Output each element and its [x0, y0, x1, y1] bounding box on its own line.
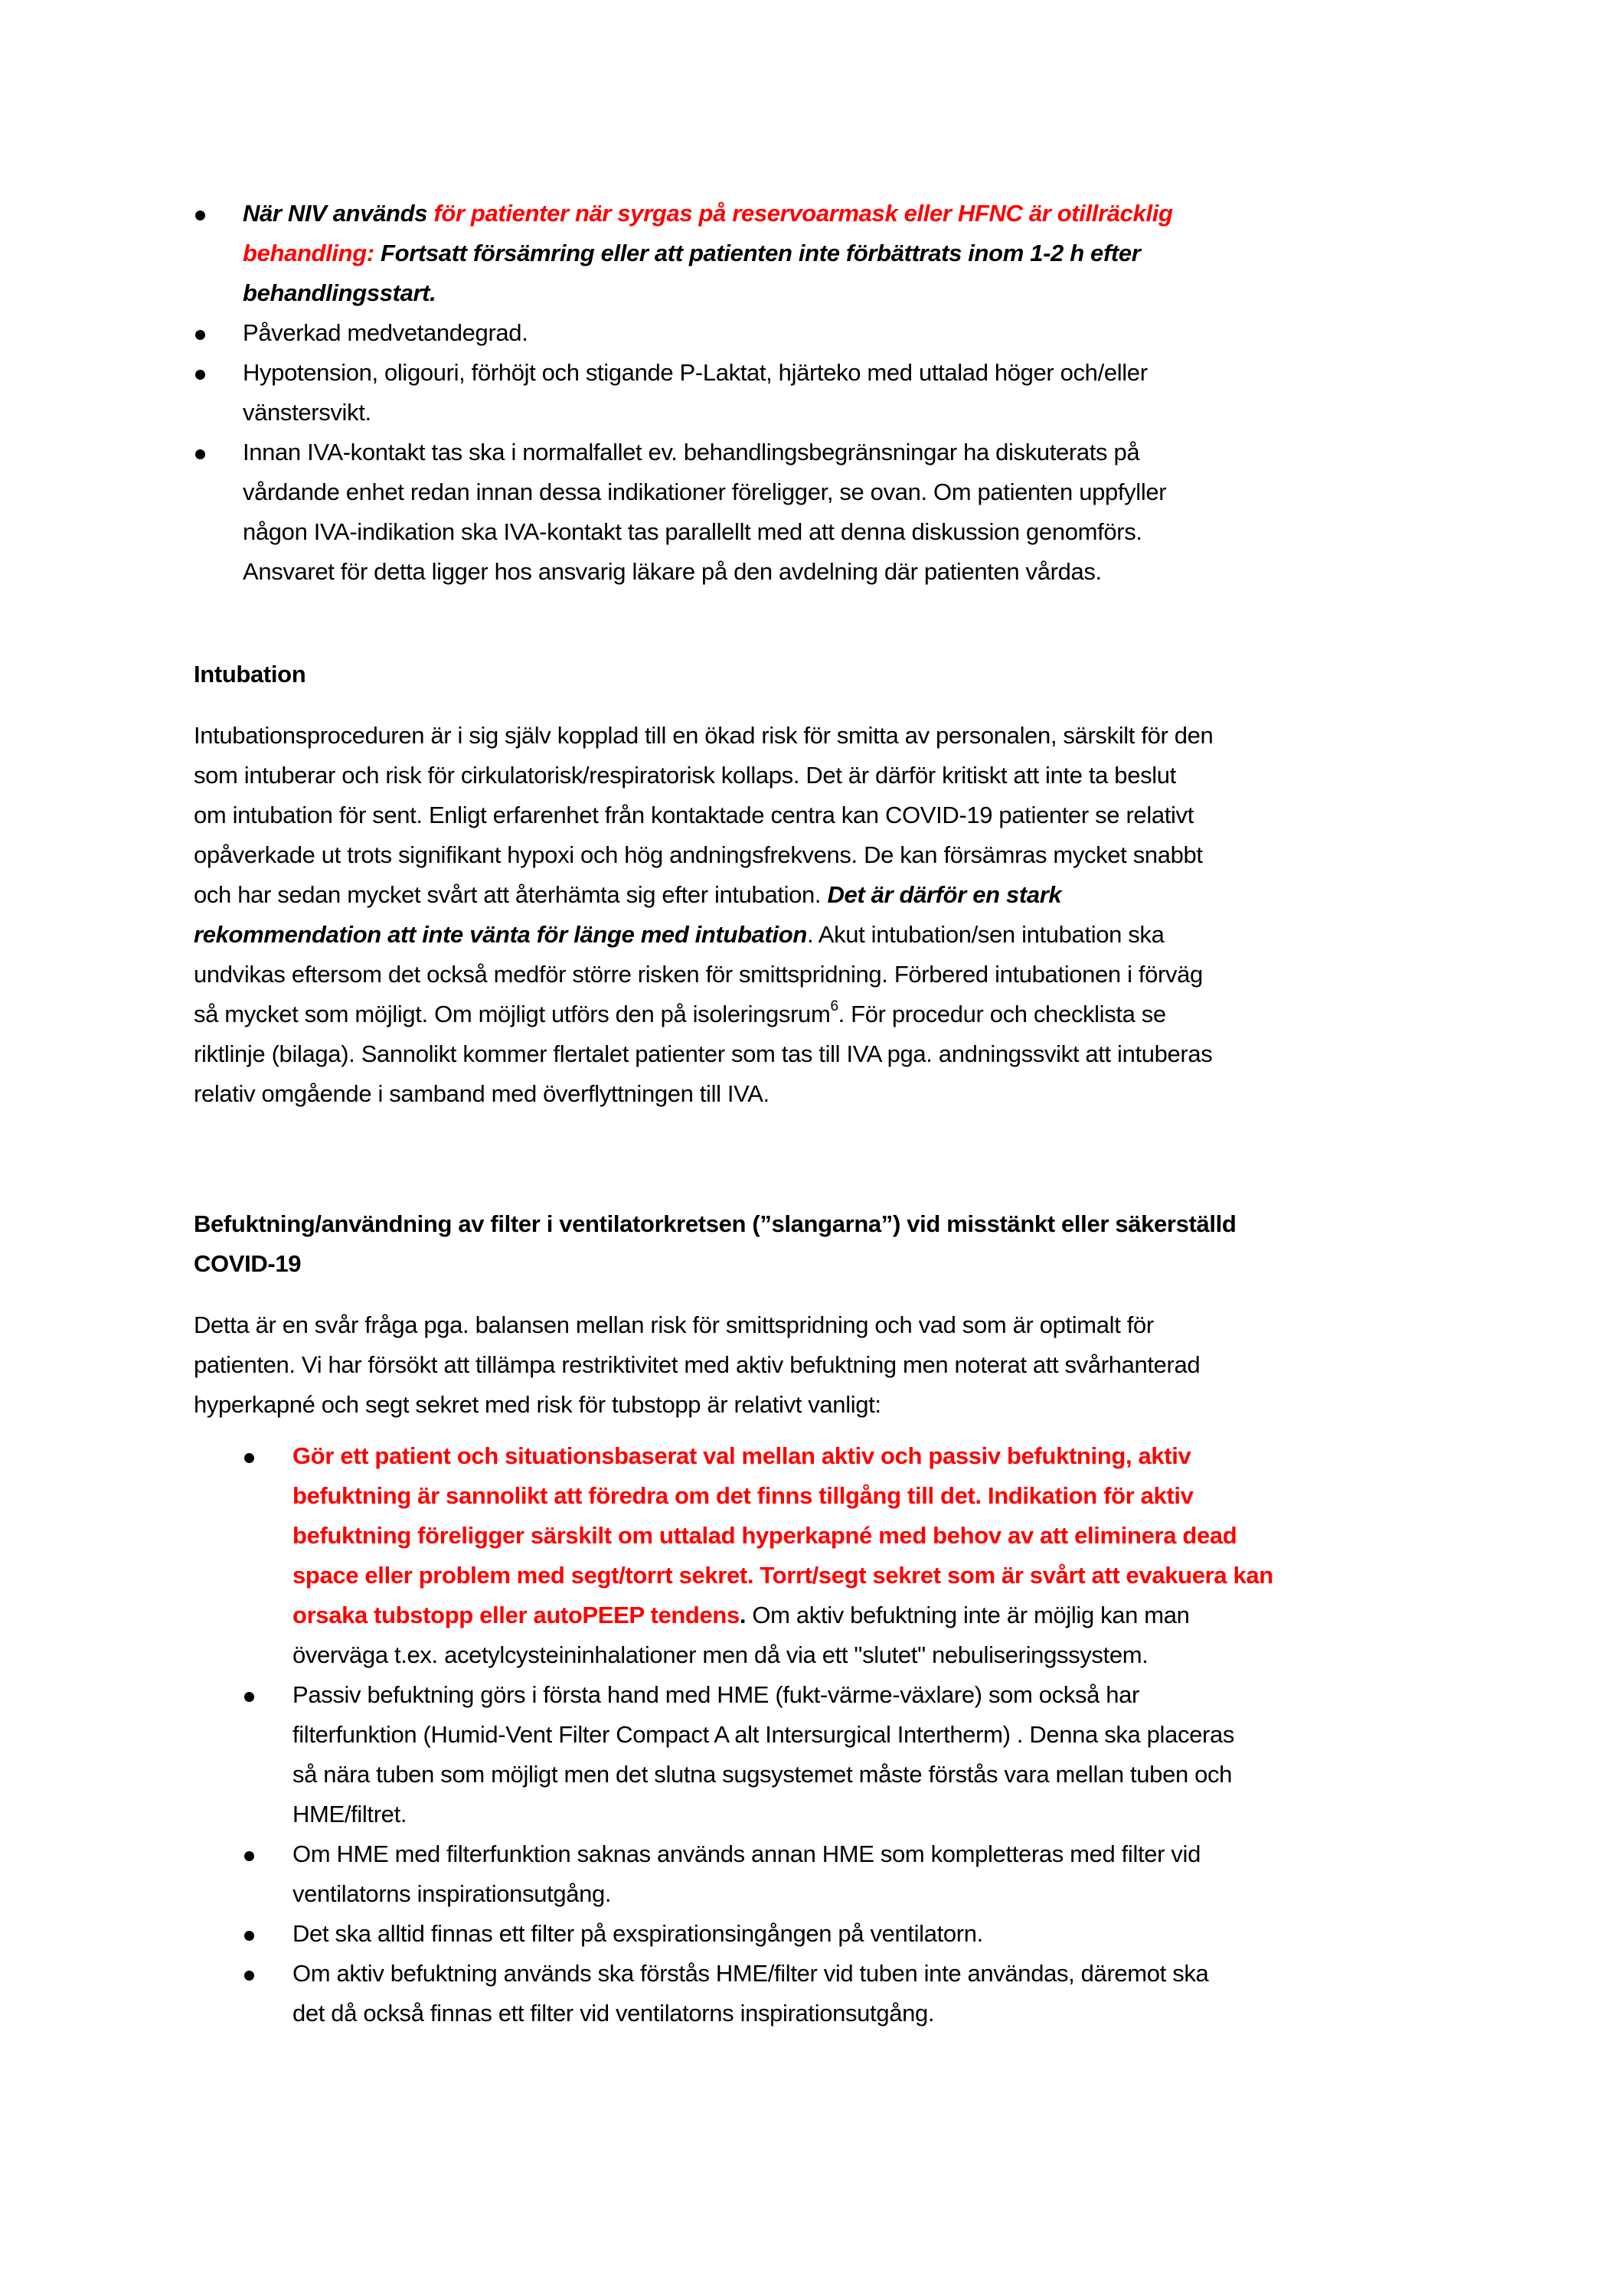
intubation-text: . För procedur och checklista se: [838, 1001, 1166, 1027]
niv-condition: för patienter när syrgas på reservoarmask eller HFNC är otillräcklig: [433, 200, 1173, 227]
humidification-intro-line-1: Detta är en svår fråga pga. balansen mellan risk för smittspridning och vad som är optimalt för: [194, 1311, 1154, 1338]
footnote-reference[interactable]: 6: [830, 998, 838, 1014]
humidification-bullet-5-line-1: Om aktiv befuktning används ska förstås HME/filter vid tuben inte användas, däremot ska: [292, 1960, 1209, 1987]
intubation-paragraph-line-7: undvikas eftersom det också medför större risken för smittspridning. Förbered intubationen i förväg: [194, 961, 1203, 988]
humidification-bullet-1-line-6: överväga t.ex. acetylcysteininhalationer men då via ett "slutet" nebuliseringssystem.: [292, 1641, 1149, 1668]
bullet-icon: [195, 449, 205, 459]
bullet-icon: [195, 211, 205, 220]
list-item-iva-contact-line-3: någon IVA-indikation ska IVA-kontakt tas parallellt med att denna diskussion genomförs.: [243, 518, 1142, 545]
humidification-bullet-1-line-1: Gör ett patient och situationsbaserat val mellan aktiv och passiv befuktning, aktiv: [292, 1442, 1191, 1469]
intubation-paragraph-line-1: Intubationsproceduren är i sig själv kopplad till en ökad risk för smitta av personalen, särskilt för den: [194, 722, 1214, 749]
intubation-text: . Akut intubation/sen intubation ska: [806, 921, 1165, 948]
humidification-bullet-5-line-2: det då också finnas ett filter vid ventilatorns inspirationsutgång.: [292, 2000, 935, 2027]
bullet-icon: [244, 1692, 254, 1702]
humidification-intro-line-3: hyperkapné och segt sekret med risk för tubstopp är relativt vanligt:: [194, 1391, 881, 1418]
bullet-icon: [244, 1453, 254, 1463]
bullet-icon: [244, 1931, 254, 1941]
humidification-bullet-1-line-3: befuktning föreligger särskilt om uttalad hyperkapné med behov av att eliminera dead: [292, 1522, 1237, 1549]
intubation-paragraph-line-8: [194, 994, 1166, 1034]
bullet-icon: [244, 1851, 254, 1861]
list-item-hypotension-line-1: Hypotension, oligouri, förhöjt och stigande P-Laktat, hjärteko med uttalad höger och/eller: [243, 359, 1148, 386]
intubation-paragraph-line-10: relativ omgående i samband med överflyttningen till IVA.: [194, 1080, 770, 1107]
intubation-paragraph-line-4: opåverkade ut trots signifikant hypoxi och hög andningsfrekvens. De kan försämras mycket snabbt: [194, 841, 1203, 868]
humidification-bullet-2-line-3: så nära tuben som möjligt men det slutna sugsystemet måste förstås vara mellan tuben och: [292, 1761, 1233, 1788]
niv-lead: När NIV används: [243, 200, 434, 227]
period: .: [739, 1602, 747, 1628]
intubation-paragraph-line-2: som intuberar och risk för cirkulatorisk/respiratorisk kollaps. Det är därför kritiskt att inte ta beslut: [194, 762, 1176, 789]
humidification-bullet-1-line-2: befuktning är sannolikt att föredra om det finns tillgång till det. Indikation för aktiv: [292, 1482, 1194, 1509]
list-item-hypotension-line-2: vänstersvikt.: [243, 399, 371, 426]
bullet-icon: [195, 370, 205, 380]
humidification-bullet-4-line-1: Det ska alltid finnas ett filter på exspirationsingången på ventilatorn.: [292, 1920, 983, 1947]
humidification-bullet-1-line-4: space eller problem med segt/torrt sekret. Torrt/segt sekret som är svårt att evakuera kan: [292, 1562, 1273, 1589]
intubation-text: så mycket som möjligt. Om möjligt utförs den på isoleringsrum: [194, 1001, 831, 1027]
list-item-iva-contact-line-1: Innan IVA-kontakt tas ska i normalfallet ev. behandlingsbegränsningar ha diskuterats på: [243, 439, 1140, 465]
list-item-niv-line-2: [243, 234, 1141, 273]
intubation-recommendation: rekommendation att inte vänta för länge med intubation: [194, 921, 807, 948]
intubation-text: och har sedan mycket svårt att återhämta sig efter intubation.: [194, 881, 828, 908]
intubation-heading: Intubation: [194, 661, 306, 687]
humidification-heading-line-1: Befuktning/användning av filter i ventilatorkretsen (”slangarna”) vid misstänkt eller säkerställd: [194, 1210, 1237, 1237]
bullet-icon: [244, 1971, 254, 1981]
humidification-bullet-1-line-5: [292, 1595, 1190, 1635]
list-item-niv-line-3: behandlingsstart.: [243, 279, 436, 306]
intubation-paragraph-line-5: [194, 875, 1061, 915]
humidification-bullet-2-line-4: HME/filtret.: [292, 1801, 407, 1827]
humidification-bullet-2-line-2: filterfunktion (Humid-Vent Filter Compact A alt Intersurgical Intertherm) . Denna ska placeras: [292, 1721, 1235, 1748]
humidification-intro-line-2: patienten. Vi har försökt att tillämpa restriktivitet med aktiv befuktning men noterat att svårhanterad: [194, 1351, 1201, 1378]
niv-criterion: Fortsatt försämring eller att patienten inte förbättrats inom 1-2 h efter: [374, 240, 1141, 266]
humidification-heading-line-2: COVID-19: [194, 1250, 302, 1277]
list-item-iva-contact-line-4: Ansvaret för detta ligger hos ansvarig läkare på den avdelning där patienten vårdas.: [243, 558, 1102, 585]
intubation-recommendation: Det är därför en stark: [827, 881, 1062, 908]
humidification-bullet-3-line-1: Om HME med filterfunktion saknas används annan HME som kompletteras med filter vid: [292, 1840, 1201, 1867]
plain-text: Om aktiv befuktning inte är möjlig kan man: [746, 1602, 1190, 1628]
intubation-paragraph-line-3: om intubation för sent. Enligt erfarenhet från kontaktade centra kan COVID-19 patienter se relativt: [194, 802, 1194, 828]
bullet-icon: [195, 330, 205, 340]
humidification-bullet-2-line-1: Passiv befuktning görs i första hand med HME (fukt-värme-växlare) som också har: [292, 1681, 1140, 1708]
intubation-paragraph-line-6: [194, 915, 1164, 955]
intubation-paragraph-line-9: riktlinje (bilaga). Sannolikt kommer flertalet patienter som tas till IVA pga. andningssvikt att intuberas: [194, 1040, 1213, 1067]
red-emphasis-text: orsaka tubstopp eller autoPEEP tendens: [292, 1602, 740, 1628]
list-item-iva-contact-line-2: vårdande enhet redan innan dessa indikationer föreligger, se ovan. Om patienten uppfyller: [243, 478, 1167, 505]
list-item-niv-line-1: [243, 194, 1173, 234]
list-item-consciousness: Påverkad medvetandegrad.: [243, 319, 528, 346]
humidification-bullet-3-line-2: ventilatorns inspirationsutgång.: [292, 1880, 612, 1907]
niv-condition-end: behandling:: [243, 240, 374, 266]
